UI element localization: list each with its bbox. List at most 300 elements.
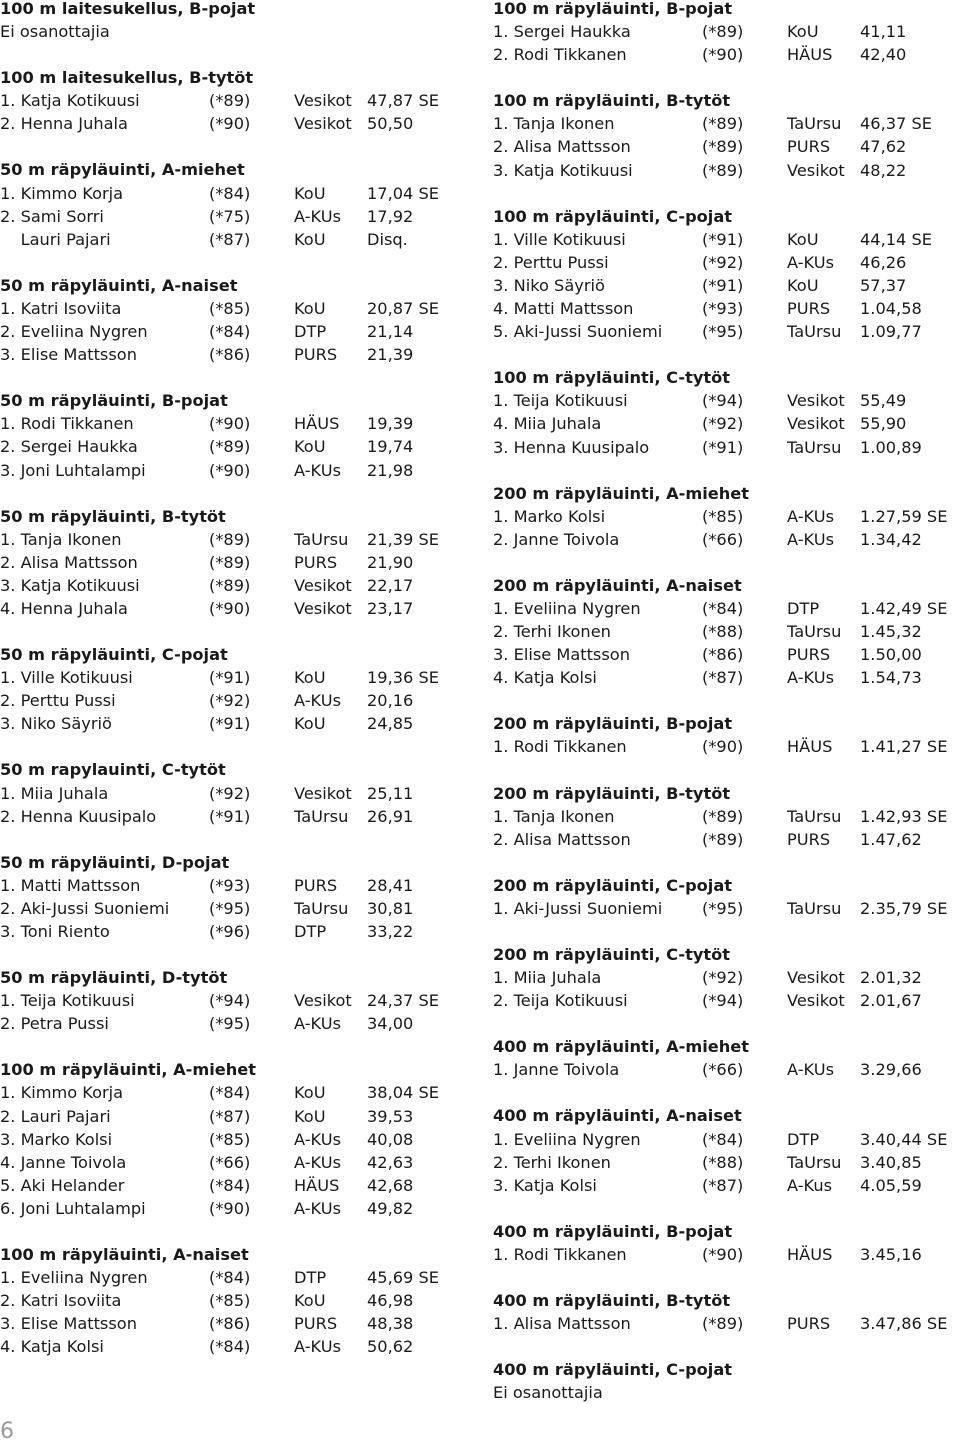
result-time: 47,87 SE xyxy=(367,91,439,111)
birth-year: (*84) xyxy=(209,322,251,342)
result-time: 21,39 xyxy=(367,345,414,365)
club-name: A-KUs xyxy=(294,691,342,711)
event-section xyxy=(493,1358,960,1404)
athlete-name: 1. Janne Toivola xyxy=(493,1060,620,1080)
event-title: 400 m räpyläuinti, B-pojat xyxy=(493,1221,733,1241)
athlete-name: 1. Matti Mattsson xyxy=(0,875,141,895)
club-name: HÄUS xyxy=(787,737,833,757)
club-name: A-KUs xyxy=(787,1060,835,1080)
event-section xyxy=(493,943,960,1012)
club-name: A-KUs xyxy=(294,460,342,480)
result-row xyxy=(0,435,470,458)
result-row xyxy=(0,897,470,920)
result-time: 45,69 SE xyxy=(367,1268,439,1288)
birth-year: (*84) xyxy=(209,1083,251,1103)
club-name: TaUrsu xyxy=(787,437,842,457)
club-name: KoU xyxy=(787,275,819,295)
event-section xyxy=(0,66,470,135)
result-time: 2.01,32 xyxy=(860,968,922,988)
birth-year: (*90) xyxy=(209,1198,251,1218)
event-title: 400 m räpyläuinti, B-tytöt xyxy=(493,1291,731,1311)
athlete-name: 2. Henna Kuusipalo xyxy=(0,806,157,826)
club-name: KoU xyxy=(294,1106,326,1126)
event-title: 50 m räpyläuinti, D-pojat xyxy=(0,852,230,872)
result-row xyxy=(0,989,470,1012)
club-name: DTP xyxy=(294,1268,327,1288)
event-title: 50 m räpyläuinti, A-miehet xyxy=(0,160,245,180)
birth-year: (*84) xyxy=(209,1175,251,1195)
birth-year: (*87) xyxy=(702,1175,744,1195)
club-name: KoU xyxy=(294,714,326,734)
birth-year: (*89) xyxy=(702,160,744,180)
result-time: 21,39 SE xyxy=(367,529,439,549)
result-row xyxy=(0,689,470,712)
birth-year: (*89) xyxy=(702,137,744,157)
birth-year: (*92) xyxy=(702,414,744,434)
club-name: A-KUs xyxy=(787,529,835,549)
club-name: KoU xyxy=(294,1291,326,1311)
event-title: 50 m räpyläuinti, A-naiset xyxy=(0,275,238,295)
athlete-name: 4. Henna Juhala xyxy=(0,598,128,618)
result-time: 1.50,00 xyxy=(860,645,922,665)
result-row xyxy=(0,1174,470,1197)
result-time: 33,22 xyxy=(367,922,414,941)
result-time: 1.54,73 xyxy=(860,668,922,688)
event-section xyxy=(493,1035,960,1081)
club-name: TaUrsu xyxy=(294,806,349,826)
result-row xyxy=(493,643,960,666)
club-name: KoU xyxy=(294,668,326,688)
event-section xyxy=(0,274,470,366)
club-name: Vesikot xyxy=(294,991,352,1011)
birth-year: (*94) xyxy=(702,991,744,1011)
birth-year: (*75) xyxy=(209,206,251,226)
club-name: PURS xyxy=(294,552,338,572)
result-row xyxy=(493,43,960,66)
result-row xyxy=(493,666,960,689)
result-time: 2.35,79 SE xyxy=(860,898,948,918)
result-time: 25,11 xyxy=(367,783,414,803)
athlete-name: 1. Ville Kotikuusi xyxy=(493,229,626,249)
result-time: 20,87 SE xyxy=(367,298,439,318)
result-row xyxy=(0,1312,470,1335)
birth-year: (*95) xyxy=(702,898,744,918)
result-time: 24,37 SE xyxy=(367,991,439,1011)
event-note: Ei osanottajia xyxy=(0,22,110,42)
club-name: PURS xyxy=(787,829,831,849)
event-section xyxy=(493,874,960,920)
birth-year: (*93) xyxy=(209,875,251,895)
left-column xyxy=(0,0,470,1382)
club-name: Vesikot xyxy=(787,414,845,434)
result-time: 24,85 xyxy=(367,714,414,734)
club-name: DTP xyxy=(787,1129,820,1149)
athlete-name: 1. Tanja Ikonen xyxy=(0,529,122,549)
event-section xyxy=(493,1104,960,1196)
athlete-name: 3. Katja Kotikuusi xyxy=(0,575,140,595)
event-section xyxy=(493,366,960,458)
event-title: 100 m laitesukellus, B-tytöt xyxy=(0,68,254,88)
result-time: 1.41,27 SE xyxy=(860,737,948,757)
club-name: TaUrsu xyxy=(787,322,842,342)
athlete-name: 2. Eveliina Nygren xyxy=(0,322,148,342)
event-section xyxy=(493,1289,960,1335)
athlete-name: 2. Alisa Mattsson xyxy=(493,137,631,157)
result-time: 1.09,77 xyxy=(860,322,922,342)
athlete-name: 2. Aki-Jussi Suoniemi xyxy=(0,898,170,918)
result-row xyxy=(0,205,470,228)
event-title: 50 m räpyläuinti, B-pojat xyxy=(0,391,228,411)
event-title: 100 m räpyläuinti, B-pojat xyxy=(493,0,733,18)
birth-year: (*89) xyxy=(209,552,251,572)
event-section xyxy=(493,574,960,689)
result-row xyxy=(0,597,470,620)
result-time: 21,90 xyxy=(367,552,414,572)
result-time: 1.45,32 xyxy=(860,622,922,642)
athlete-name: 2. Alisa Mattsson xyxy=(493,829,631,849)
birth-year: (*91) xyxy=(209,668,251,688)
birth-year: (*84) xyxy=(209,1268,251,1288)
club-name: KoU xyxy=(294,437,326,457)
result-time: 42,40 xyxy=(860,45,907,65)
birth-year: (*89) xyxy=(702,22,744,42)
birth-year: (*90) xyxy=(702,1244,744,1264)
birth-year: (*90) xyxy=(209,460,251,480)
event-section xyxy=(0,158,470,250)
result-time: 57,37 xyxy=(860,275,907,295)
result-time: 21,98 xyxy=(367,460,414,480)
result-time: 19,74 xyxy=(367,437,414,457)
result-row xyxy=(0,89,470,112)
event-section xyxy=(493,782,960,851)
result-time: 46,98 xyxy=(367,1291,414,1311)
athlete-name: 1. Teija Kotikuusi xyxy=(493,391,628,411)
birth-year: (*95) xyxy=(209,898,251,918)
event-section xyxy=(493,89,960,181)
birth-year: (*92) xyxy=(209,783,251,803)
club-name: TaUrsu xyxy=(787,898,842,918)
athlete-name: 1. Rodi Tikkanen xyxy=(493,737,627,757)
result-row xyxy=(0,1105,470,1128)
athlete-name: 1. Kimmo Korja xyxy=(0,1083,124,1103)
club-name: A-KUs xyxy=(787,668,835,688)
event-title: 200 m räpyläuinti, C-pojat xyxy=(493,875,733,895)
result-time: 48,22 xyxy=(860,160,907,180)
result-time: 55,49 xyxy=(860,391,907,411)
birth-year: (*90) xyxy=(209,114,251,134)
result-time: 30,81 xyxy=(367,898,414,918)
birth-year: (*91) xyxy=(702,275,744,295)
birth-year: (*85) xyxy=(209,1129,251,1149)
result-time: 1.27,59 SE xyxy=(860,506,948,526)
event-title: 400 m räpyläuinti, A-miehet xyxy=(493,1037,749,1057)
result-row xyxy=(0,920,470,943)
athlete-name: 2. Perttu Pussi xyxy=(0,691,116,711)
event-title: 50 m räpyläuinti, D-tytöt xyxy=(0,968,228,988)
club-name: Vesikot xyxy=(294,575,352,595)
club-name: Vesikot xyxy=(787,391,845,411)
result-time: 42,63 xyxy=(367,1152,414,1172)
club-name: PURS xyxy=(294,875,338,895)
result-row xyxy=(493,505,960,528)
result-time: 41,11 xyxy=(860,22,907,42)
event-title: 200 m räpyläuinti, A-miehet xyxy=(493,483,749,503)
club-name: PURS xyxy=(787,645,831,665)
event-section xyxy=(493,205,960,344)
athlete-name: 3. Henna Kuusipalo xyxy=(493,437,650,457)
event-section xyxy=(0,758,470,827)
birth-year: (*89) xyxy=(209,575,251,595)
result-row xyxy=(0,528,470,551)
result-time: 21,14 xyxy=(367,322,414,342)
event-section xyxy=(0,643,470,735)
result-row xyxy=(493,528,960,551)
result-time: 19,39 xyxy=(367,414,414,434)
birth-year: (*87) xyxy=(702,668,744,688)
club-name: HÄUS xyxy=(294,414,340,434)
result-time: 26,91 xyxy=(367,806,414,826)
athlete-name: 2. Terhi Ikonen xyxy=(493,1152,611,1172)
birth-year: (*89) xyxy=(209,529,251,549)
result-time: 4.05,59 xyxy=(860,1175,922,1195)
club-name: Vesikot xyxy=(294,783,352,803)
birth-year: (*94) xyxy=(209,991,251,1011)
result-time: 1.04,58 xyxy=(860,299,922,319)
club-name: HÄUS xyxy=(294,1175,340,1195)
club-name: A-KUs xyxy=(787,506,835,526)
club-name: DTP xyxy=(787,598,820,618)
result-row xyxy=(0,320,470,343)
result-time: 3.40,44 SE xyxy=(860,1129,948,1149)
club-name: Vesikot xyxy=(787,991,845,1011)
event-title: 100 m laitesukellus, B-pojat xyxy=(0,0,256,18)
birth-year: (*86) xyxy=(702,645,744,665)
birth-year: (*92) xyxy=(702,252,744,272)
club-name: Vesikot xyxy=(294,91,352,111)
result-row xyxy=(0,1151,470,1174)
athlete-name: 2. Petra Pussi xyxy=(0,1014,109,1034)
result-time: 46,26 xyxy=(860,252,907,272)
athlete-name: 3. Elise Mattsson xyxy=(0,345,137,365)
club-name: TaUrsu xyxy=(787,806,842,826)
club-name: Vesikot xyxy=(787,160,845,180)
birth-year: (*84) xyxy=(702,1129,744,1149)
birth-year: (*66) xyxy=(209,1152,251,1172)
result-row xyxy=(0,459,470,482)
birth-year: (*90) xyxy=(209,598,251,618)
result-row xyxy=(0,1197,470,1220)
birth-year: (*66) xyxy=(702,529,744,549)
athlete-name: 1. Tanja Ikonen xyxy=(493,114,615,134)
club-name: TaUrsu xyxy=(294,898,349,918)
event-title: 100 m räpyläuinti, B-tytöt xyxy=(493,91,731,111)
athlete-name: 5. Aki-Jussi Suoniemi xyxy=(493,322,663,342)
result-time: 38,04 SE xyxy=(367,1083,439,1103)
club-name: A-KUs xyxy=(294,1129,342,1149)
result-row xyxy=(493,597,960,620)
birth-year: (*92) xyxy=(209,691,251,711)
event-section xyxy=(493,1220,960,1266)
result-row xyxy=(493,1058,960,1081)
event-section xyxy=(493,712,960,758)
club-name: KoU xyxy=(787,22,819,42)
club-name: KoU xyxy=(294,1083,326,1103)
birth-year: (*87) xyxy=(209,229,251,249)
result-row xyxy=(0,228,470,251)
athlete-name: 3. Joni Luhtalampi xyxy=(0,460,146,480)
event-title: 50 m räpyläuinti, B-tytöt xyxy=(0,506,226,526)
athlete-name: 6. Joni Luhtalampi xyxy=(0,1198,146,1218)
club-name: TaUrsu xyxy=(787,1152,842,1172)
athlete-name: 5. Aki Helander xyxy=(0,1175,125,1195)
event-title: 100 m räpyläuinti, A-naiset xyxy=(0,1245,249,1265)
club-name: A-KUs xyxy=(294,206,342,226)
birth-year: (*88) xyxy=(702,622,744,642)
athlete-name: 2. Rodi Tikkanen xyxy=(493,45,627,65)
result-time: 40,08 xyxy=(367,1129,414,1149)
birth-year: (*89) xyxy=(702,806,744,826)
result-time: 23,17 xyxy=(367,598,414,618)
club-name: KoU xyxy=(294,183,326,203)
result-time: 1.42,49 SE xyxy=(860,598,948,618)
athlete-name: 2. Alisa Mattsson xyxy=(0,552,138,572)
result-time: 55,90 xyxy=(860,414,907,434)
athlete-name: 2. Henna Juhala xyxy=(0,114,128,134)
athlete-name: 2. Janne Toivola xyxy=(493,529,620,549)
athlete-name: 1. Kimmo Korja xyxy=(0,183,124,203)
athlete-name: 3. Katja Kolsi xyxy=(493,1175,597,1195)
athlete-name: 2. Terhi Ikonen xyxy=(493,622,611,642)
result-row xyxy=(0,182,470,205)
athlete-name: 2. Teija Kotikuusi xyxy=(493,991,628,1011)
athlete-name: 4. Katja Kolsi xyxy=(0,1337,104,1357)
birth-year: (*66) xyxy=(702,1060,744,1080)
athlete-name: 1. Tanja Ikonen xyxy=(493,806,615,826)
athlete-name: 1. Sergei Haukka xyxy=(493,22,631,42)
result-time: 42,68 xyxy=(367,1175,414,1195)
result-row xyxy=(493,251,960,274)
athlete-name: 3. Elise Mattsson xyxy=(0,1314,137,1334)
result-time: 44,14 SE xyxy=(860,229,932,249)
birth-year: (*89) xyxy=(702,114,744,134)
athlete-name: 1. Miia Juhala xyxy=(0,783,109,803)
club-name: Vesikot xyxy=(787,968,845,988)
event-section xyxy=(0,1243,470,1358)
result-row xyxy=(493,320,960,343)
result-time: 47,62 xyxy=(860,137,907,157)
result-row xyxy=(493,436,960,459)
birth-year: (*84) xyxy=(209,183,251,203)
athlete-name: 1. Eveliina Nygren xyxy=(493,598,641,618)
result-time: 50,50 xyxy=(367,114,414,134)
result-row xyxy=(0,782,470,805)
result-row xyxy=(493,228,960,251)
club-name: A-KUs xyxy=(294,1014,342,1034)
result-row xyxy=(493,897,960,920)
result-row xyxy=(493,1151,960,1174)
club-name: A-KUs xyxy=(294,1337,342,1357)
birth-year: (*91) xyxy=(702,229,744,249)
athlete-name: 4. Katja Kolsi xyxy=(493,668,597,688)
result-time: 19,36 SE xyxy=(367,668,439,688)
birth-year: (*86) xyxy=(209,1314,251,1334)
birth-year: (*94) xyxy=(702,391,744,411)
result-time: 46,37 SE xyxy=(860,114,932,134)
birth-year: (*89) xyxy=(209,91,251,111)
athlete-name: 3. Niko Säyriö xyxy=(0,714,112,734)
athlete-name: 1. Alisa Mattsson xyxy=(493,1314,631,1334)
birth-year: (*89) xyxy=(702,1314,744,1334)
event-title: 50 m rapylauinti, C-tytöt xyxy=(0,760,226,780)
result-row xyxy=(493,1243,960,1266)
result-time: 48,38 xyxy=(367,1314,414,1334)
athlete-name: 4. Miia Juhala xyxy=(493,414,602,434)
event-title: 200 m räpyläuinti, C-tytöt xyxy=(493,945,730,964)
result-row xyxy=(493,989,960,1012)
result-row xyxy=(493,828,960,851)
birth-year: (*85) xyxy=(702,506,744,526)
page-number: 6 xyxy=(0,1419,14,1444)
result-row xyxy=(493,412,960,435)
event-title: 100 m räpyläuinti, A-miehet xyxy=(0,1060,256,1080)
event-title: 400 m räpyläuinti, C-pojat xyxy=(493,1360,733,1380)
athlete-name: 4. Janne Toivola xyxy=(0,1152,127,1172)
club-name: PURS xyxy=(294,1314,338,1334)
right-column xyxy=(493,0,960,1427)
result-row xyxy=(0,805,470,828)
result-row xyxy=(493,274,960,297)
athlete-name: 1. Ville Kotikuusi xyxy=(0,668,133,688)
club-name: A-Kus xyxy=(787,1175,833,1195)
result-row xyxy=(493,805,960,828)
athlete-name: 1. Katri Isoviita xyxy=(0,298,122,318)
event-note: Ei osanottajia xyxy=(493,1383,603,1403)
event-title: 50 m räpyläuinti, C-pojat xyxy=(0,645,228,665)
result-row xyxy=(493,620,960,643)
result-time: 3.45,16 xyxy=(860,1244,922,1264)
result-row xyxy=(493,735,960,758)
birth-year: (*91) xyxy=(209,714,251,734)
birth-year: (*84) xyxy=(209,1337,251,1357)
event-title: 100 m räpyläuinti, C-tytöt xyxy=(493,368,730,388)
birth-year: (*85) xyxy=(209,298,251,318)
birth-year: (*86) xyxy=(209,345,251,365)
athlete-name: Lauri Pajari xyxy=(0,229,111,249)
result-row xyxy=(493,159,960,182)
event-section xyxy=(0,0,470,43)
athlete-name: 2. Sami Sorri xyxy=(0,206,104,226)
birth-year: (*93) xyxy=(702,299,744,319)
result-row xyxy=(493,297,960,320)
athlete-name: 1. Aki-Jussi Suoniemi xyxy=(493,898,663,918)
result-row xyxy=(0,343,470,366)
result-time: 3.29,66 xyxy=(860,1060,922,1080)
result-row xyxy=(0,874,470,897)
club-name: PURS xyxy=(787,137,831,157)
club-name: PURS xyxy=(294,345,338,365)
athlete-name: 3. Marko Kolsi xyxy=(0,1129,113,1149)
result-row xyxy=(0,1128,470,1151)
birth-year: (*89) xyxy=(209,437,251,457)
birth-year: (*87) xyxy=(209,1106,251,1126)
club-name: KoU xyxy=(294,298,326,318)
club-name: KoU xyxy=(294,229,326,249)
result-time: 17,92 xyxy=(367,206,414,226)
athlete-name: 1. Katja Kotikuusi xyxy=(0,91,140,111)
birth-year: (*91) xyxy=(209,806,251,826)
result-time: 39,53 xyxy=(367,1106,414,1126)
result-row xyxy=(0,1012,470,1035)
